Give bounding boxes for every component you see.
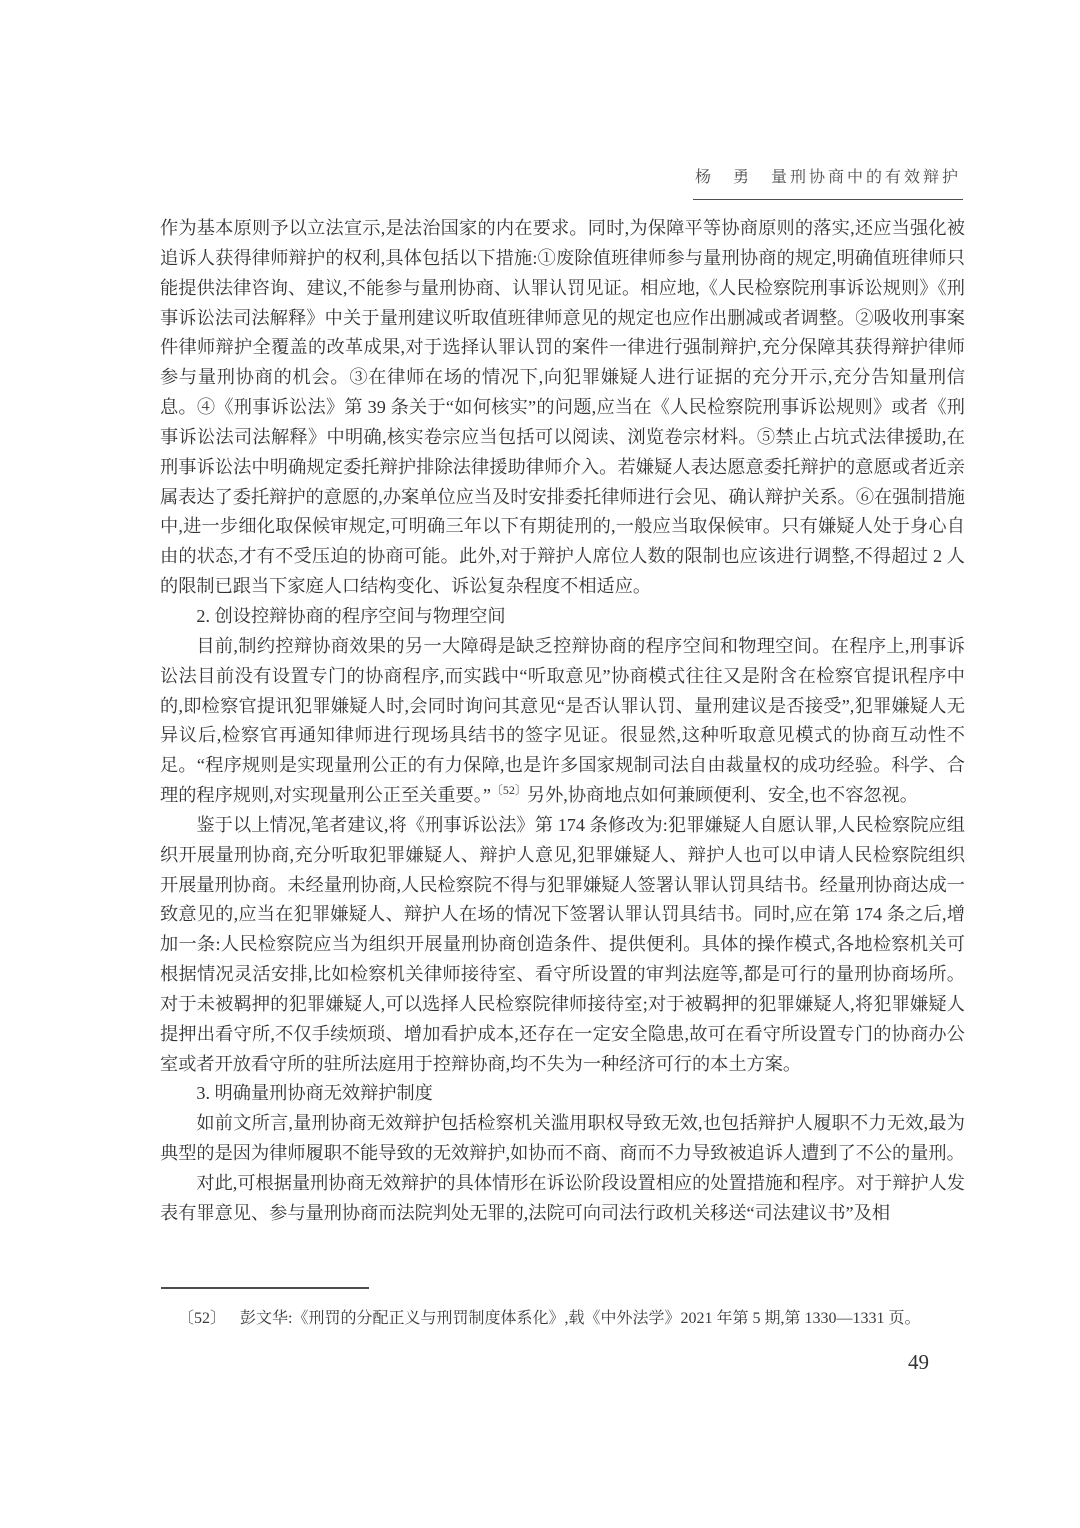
- footnote-marker: 〔52〕: [178, 1310, 227, 1327]
- paragraph: 鉴于以上情况,笔者建议,将《刑事诉讼法》第 174 条修改为:犯罪嫌疑人自愿认罪,人民检察院应组织开展量刑协商,充分听取犯罪嫌疑人、辩护人意见,犯罪嫌疑人、辩护人也可以申请人民检察院组织开展量刑协商。未经量刑协商,人民检察院不得与犯罪嫌疑人签署认罪认罚具结书。经量刑协商达成一致意见的,应当在犯罪嫌疑人、辩护人在场的情况下签署认罪认罚具结书。同时,应在第 174 条之后,增加一条:人民检察院应当为组织开展量刑协商创造条件、提供便利。具体的操作模式,各地检察机关可根据情况灵活安排,比如检察机关律师接待室、看守所设置的审判法庭等,都是可行的量刑协商场所。对于未被羁押的犯罪嫌疑人,可以选择人民检察院律师接待室;对于被羁押的犯罪嫌疑人,将犯罪嫌疑人提押出看守所,不仅手续烦琐、增加看护成本,还存在一定安全隐患,故可在看守所设置专门的协商办公室或者开放看守所的驻所法庭用于控辩协商,均不失为一种经济可行的本土方案。: [160, 814, 965, 1074]
- paragraph: 作为基本原则予以立法宣示,是法治国家的内在要求。同时,为保障平等协商原则的落实,还应当强化被追诉人获得律师辩护的权利,具体包括以下措施:①废除值班律师参与量刑协商的规定,明确值班律师只能提供法律咨询、建议,不能参与量刑协商、认罪认罚见证。相应地,《人民检察院刑事诉讼规则》《刑事诉讼法司法解释》中关于量刑建议听取值班律师意见的规定也应作出删减或者调整。②吸收刑事案件律师辩护全覆盖的改革成果,对于选择认罪认罚的案件一律进行强制辩护,充分保障其获得辩护律师参与量刑协商的机会。③在律师在场的情况下,向犯罪嫌疑人进行证据的充分开示,充分告知量刑信息。④《刑事诉讼法》第 39 条关于“如何核实”的问题,应当在《人民检察院刑事诉讼规则》或者《刑事诉讼法司法解释》中明确,核实卷宗应当包括可以阅读、浏览卷宗材料。⑤禁止占坑式法律援助,在刑事诉讼法中明确规定委托辩护排除法律援助律师介入。若嫌疑人表达愿意委托辩护的意愿或者近亲属表达了委托辩护的意愿的,办案单位应当及时安排委托律师进行会见、确认辩护关系。⑥在强制措施中,进一步细化取保候审规定,可明确三年以下有期徒刑的,一般应当取保候审。只有嫌疑人处于身心自由的状态,才有不受压迫的协商可能。此外,对于辩护人席位人数的限制也应该进行调整,不得超过 2 人的限制已跟当下家庭人口结构变化、诉讼复杂程度不相适应。: [160, 218, 965, 597]
- footnote: [160, 1306, 965, 1331]
- paragraph: 对此,可根据量刑协商无效辩护的具体情形在诉讼阶段设置相应的处置措施和程序。对于辩护人发表有罪意见、参与量刑协商而法院判处无罪的,法院可向司法行政机关移送“司法建议书”及相: [160, 1173, 965, 1223]
- paragraph: 如前文所言,量刑协商无效辩护包括检察机关滥用职权导致无效,也包括辩护人履职不力无效,最为典型的是因为律师履职不能导致的无效辩护,如协而不商、商而不力导致被追诉人遭到了不公的量刑。: [160, 1113, 965, 1164]
- article-body: [160, 214, 965, 1229]
- footnote-reference: 〔52〕: [490, 782, 527, 797]
- page-number: 49: [908, 1350, 929, 1374]
- paragraph: [160, 632, 965, 811]
- running-header: 杨 勇 量刑协商中的有效辩护: [693, 164, 963, 200]
- section-heading: 2. 创设控辩协商的程序空间与物理空间: [196, 605, 506, 626]
- footnote-separator-rule: [161, 1287, 369, 1289]
- section-heading: 3. 明确量刑协商无效辩护制度: [196, 1083, 433, 1104]
- paragraph-text: 另外,协商地点如何兼顾便利、安全,也不容忽视。: [526, 785, 918, 806]
- paragraph-text: 目前,制约控辩协商效果的另一大障碍是缺乏控辩协商的程序空间和物理空间。在程序上,刑事诉讼法目前没有设置专门的协商程序,而实践中“听取意见”协商模式往往又是附含在检察官提讯程序中的,即检察官提讯犯罪嫌疑人时,会同时询问其意见“是否认罪认罚、量刑建议是否接受”,犯罪嫌疑人无异议后,检察官再通知律师进行现场具结书的签字见证。很显然,这种听取意见模式的协商互动性不足。“程序规则是实现量刑公正的有力保障,也是许多国家规制司法自由裁量权的成功经验。科学、合理的程序规则,对实现量刑公正至关重要。”: [160, 635, 965, 806]
- footnote-text: 彭文华:《刑罚的分配正义与刑罚制度体系化》,载《中外法学》2021 年第 5 期,第 1330—1331 页。: [240, 1310, 921, 1327]
